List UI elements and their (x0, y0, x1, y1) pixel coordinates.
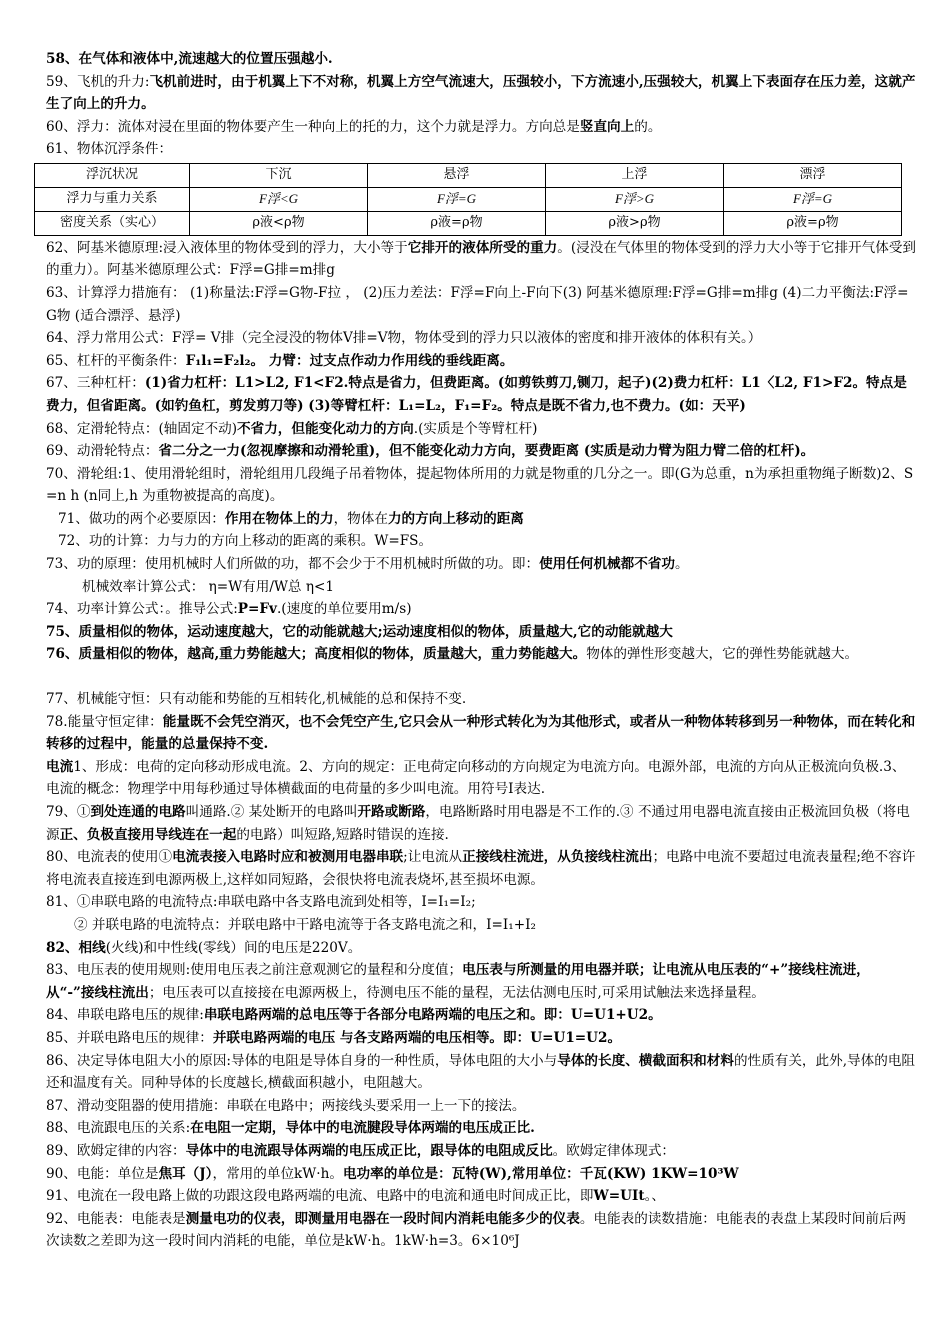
formula: F浮<G (258, 190, 299, 206)
item-68-bold: 不省力，但能变化动力的方向 (237, 420, 414, 437)
table-cell (190, 187, 368, 212)
item-74-tail: .(速度的单位要用m/s) (276, 601, 412, 618)
item-85-text: 85、并联电路电压的规律： (46, 1029, 213, 1046)
item-69-bold: 省二分之一力(忽视摩擦和动滑轮重)，但不能变化动力方向，要费距离 (实质是动力臂为阻力臂二倍的杠杆)。 (158, 443, 815, 460)
item-90-bold: 焦耳（J） (158, 1165, 213, 1182)
item-80-text-1: 80、电流表的使用① (46, 849, 173, 866)
item-79-bold-3: 正、负极直接用导线连在一起 (59, 826, 237, 843)
table-cell: ρ液=ρ物 (724, 212, 902, 236)
item-83-text: 83、电压表的使用规则:使用电压表之前注意观测它的量程和分度值； (46, 962, 463, 979)
item-61: 61、物体沉浮条件： (46, 141, 173, 158)
item-76 (46, 643, 916, 666)
item-71-bold: 作用在物体上的力 (224, 510, 334, 527)
item-91 (46, 1185, 916, 1208)
table-cell: 悬浮 (368, 163, 546, 187)
item-62-text: 62、阿基米德原理:浸入液体里的物体受到的浮力，大小等于 (46, 239, 408, 256)
item-78-text: 78.能量守恒定律： (46, 713, 163, 730)
item-80 (46, 846, 916, 891)
item-73-efficiency: 机械效率计算公式： η=W有用/W总 η<1 (82, 578, 335, 595)
item-68 (46, 418, 916, 441)
item-89-bold: 导体中的电流跟导体两端的电压成正比，跟导体的电阻成反比 (185, 1142, 553, 1159)
item-65-text: 65、杠杆的平衡条件： (46, 352, 186, 369)
table-cell: ρ液=ρ物 (368, 212, 546, 236)
table-cell: 浮力与重力关系 (35, 187, 190, 212)
item-86 (46, 1050, 916, 1095)
float-condition-table (34, 163, 902, 236)
item-85 (46, 1027, 916, 1050)
table-cell: 上浮 (546, 163, 724, 187)
item-85-bold: 并联电路两端的电压 与各支路两端的电压相等。即：U=U1=U2。 (212, 1029, 622, 1046)
item-76-tail: 物体的弹性形变越大，它的弹性势能就越大。 (586, 646, 859, 663)
item-73 (46, 553, 916, 576)
item-80-bold-2: 正接线柱流进，从负接线柱流出 (462, 849, 653, 866)
table-row (35, 212, 902, 236)
item-91-text: 91、电流在一段电路上做的功跟这段电路两端的电流、电路中的电流和通电时间成正比，即 (46, 1188, 594, 1205)
item-current-title: 电流 (46, 758, 74, 775)
item-65 (46, 350, 916, 373)
item-67-text: 67、三种杠杆： (46, 375, 145, 392)
item-59-bold: 飞机前进时，由于机翼上下不对称，机翼上方空气流速大，压强较小，下方流速小,压强较大，机翼上下表面存在压力差，这就产生了向上的升力。 (46, 73, 916, 113)
table-row (35, 187, 902, 212)
item-59 (46, 71, 916, 116)
item-69 (46, 440, 916, 463)
item-59-lead: 59、飞机的升力: (46, 73, 150, 90)
table-header-row (35, 163, 902, 187)
item-92-bold: 测量电功的仪表，即测量用电器在一段时间内消耗电能多少的仪表 (185, 1210, 580, 1227)
item-80-text-3: ；电路中电流不要超过电流表量程;绝不容许将电流表直接连到电源两极上,这样如同短路，会很快将电流表烧坏,甚至损坏电源。 (46, 849, 916, 888)
item-89-tail: 。欧姆定律体现式： (552, 1142, 676, 1159)
table-cell (546, 187, 724, 212)
formula: F浮=G (792, 190, 833, 206)
item-60-tail: 的。 (634, 118, 662, 135)
item-67 (46, 372, 916, 417)
item-79-text-2: 叫通路.② 某处断开的电路叫 (185, 804, 358, 820)
item-89-text: 89、欧姆定律的内容： (46, 1142, 186, 1159)
item-84-bold: 串联电路两端的总电压等于各部分电路两端的电压之和。即：U=U1+U2。 (203, 1007, 662, 1024)
item-current-text: 1、形成：电荷的定向移动形成电流。2、方向的规定：正电荷定向移动的方向规定为电流方向。电源外部，电流的方向从正极流向负极.3、电流的概念：物理学中用每秒通过导体横截面的电荷量的多少叫电流。用符号I表达. (46, 758, 906, 798)
item-60-bold: 竖直向上 (579, 118, 635, 135)
item-92-tail: 。电能表的读数措施：电能表的表盘上某段时间前后两次读数之差即为这一段时间内消耗的电能，单位是kW·h。1kW·h=3。6×10⁶J (46, 1210, 907, 1250)
item-62-tail: 。(浸没在气体里的物体受到的浮力大小等于它排开气体受到的重力）。阿基米德原理公式：F浮=G排=m排g (46, 239, 917, 279)
item-73-text: 73、功的原理：使用机械时人们所做的功，都不会少于不用机械时所做的功。即： (46, 556, 540, 573)
item-75: 75、质量相似的物体，运动速度越大，它的动能就越大;运动速度相似的物体，质量越大,它的动能就越大 (46, 623, 673, 640)
item-60 (46, 116, 916, 139)
item-68-tail: .(实质是个等臂杠杆) (413, 420, 538, 437)
item-current (46, 756, 916, 801)
item-71-text: 71、做功的两个必要原因： (58, 510, 225, 527)
item-84-text: 84、串联电路电压的规律: (46, 1007, 204, 1024)
table-cell: ρ液>ρ物 (546, 212, 724, 236)
item-86-text: 86、决定导体电阻大小的原因:导体的电阻是导体自身的一种性质，导体电阻的大小与 (46, 1052, 558, 1069)
item-79-text-3: ，电路断路时用电器是不工作的.③ 不通过用电器电流直接由正极流回负极（将电源 (46, 804, 910, 843)
item-71 (46, 508, 916, 531)
item-91-tail: 。、 (644, 1188, 665, 1205)
item-83-bold: 电压表与所测量的用电器并联；让电流从电压表的“+”接线柱流进，从“-”接线柱流出 (46, 962, 870, 1001)
blank-line (46, 666, 916, 688)
item-68-text: 68、定滑轮特点：(轴固定不动) (46, 420, 238, 437)
item-88 (46, 1117, 916, 1140)
item-73-bold: 使用任何机械都不省功 (539, 556, 676, 573)
item-71-bold-2: 力的方向上移动的距离 (387, 510, 524, 527)
item-69-text: 69、动滑轮特点： (46, 443, 159, 460)
item-79-num: 79、① (46, 804, 91, 820)
item-88-text: 88、电流跟电压的关系: (46, 1120, 191, 1137)
item-74 (46, 598, 916, 621)
item-65-bold: F₁l₁=F₂l₂。 力臂：过支点作动力作用线的垂线距离。 (185, 352, 514, 369)
item-87: 87、滑动变阻器的使用措施：串联在电路中；两接线头要采用一上一下的接法。 (46, 1097, 526, 1114)
item-77: 77、机械能守恒：只有动能和势能的互相转化,机械能的总和保持不变. (46, 691, 467, 708)
item-80-bold-1: 电流表接入电路时应和被测用电器串联 (172, 849, 404, 866)
item-78-bold: 能量既不会凭空消灭，也不会凭空产生,它只会从一种形式转化为为其他形式，或者从一种物体转移到另一种物体，而在转化和转移的过程中，能量的总量保持不变. (46, 713, 916, 753)
item-62 (46, 237, 916, 282)
table-cell: ρ液<ρ物 (190, 212, 368, 236)
item-79 (46, 801, 916, 846)
table-cell (724, 187, 902, 212)
item-90-text: 90、电能：单位是 (46, 1165, 159, 1182)
item-71-mid: ，物体在 (333, 510, 388, 527)
item-84 (46, 1004, 916, 1027)
item-90-bold-2: 电功率的单位是：瓦特(W),常用单位：千瓦(KW) 1KW=10³W (342, 1165, 739, 1182)
item-82 (46, 937, 916, 960)
item-81: 81、①串联电路的电流特点:串联电路中各支路电流到处相等，I=I₁=I₂; (46, 894, 476, 911)
item-72: 72、功的计算：力与力的方向上移动的距离的乘积。W=FS。 (58, 533, 433, 550)
item-83-tail: ；电压表可以直接接在电源两极上，待测电压不能的量程，无法估测电压时,可采用试触法来选择量程。 (148, 984, 765, 1001)
item-78 (46, 711, 916, 756)
formula: F浮>G (614, 190, 655, 206)
item-73-tail: 。 (675, 556, 689, 573)
item-88-bold: 在电阻一定期，导体中的电流腱段导体两端的电压成正比. (190, 1120, 535, 1137)
item-67-bold: (1)省力杠杆：L1>L2, F1<F2.特点是省力，但费距离。(如剪铁剪刀,铡刀，起子)(2)费力杠杆：L1〈L2, F1>F2。特点是费力，但省距离。(如钓鱼杠，剪发剪刀等) (3)等臂杠杆：L₁=L₂，F₁=F₂。特点是既不省力,也不费力。(如：天平) (46, 375, 907, 414)
table-cell (368, 187, 546, 212)
table-cell: 密度关系（实心） (35, 212, 190, 236)
item-58: 58、在气体和液体中,流速越大的位置压强越小. (46, 51, 333, 67)
item-90-mid: ，常用的单位kW·h。 (212, 1165, 343, 1182)
item-60-text: 60、浮力：流体对浸在里面的物体要产生一种向上的托的力，这个力就是浮力。方向总是 (46, 118, 580, 135)
item-81-parallel: ② 并联电路的电流特点：并联电路中干路电流等于各支路电流之和，I=I₁+I₂ (74, 916, 536, 933)
item-83 (46, 959, 916, 1004)
item-91-bold: W=UIt (593, 1188, 645, 1205)
item-76-bold: 76、质量相似的物体，越高,重力势能越大；高度相似的物体，质量越大，重力势能越大。 (46, 646, 587, 663)
item-89 (46, 1140, 916, 1163)
item-74-text: 74、功率计算公式：。推导公式: (46, 601, 238, 618)
item-90 (46, 1163, 916, 1186)
item-86-tail: 的性质有关，此外,导体的电阻还和温度有关。同种导体的长度越长,横截面积越小，电阻越大。 (46, 1052, 916, 1092)
item-92 (46, 1208, 916, 1253)
item-79-bold-1: 到处连通的电路 (90, 804, 186, 820)
item-70: 70、滑轮组:1、使用滑轮组时，滑轮组用几段绳子吊着物体，提起物体所用的力就是物重的几分之一。即(G为总重，n为承担重物绳子断数)2、S=n h (n同上,h 为重物被提高的高度)。 (46, 465, 914, 505)
item-63: 63、计算浮力措施有： (1)称量法:F浮=G物-F拉 ， (2)压力差法：F浮=F向上-F向下(3) 阿基米德原理:F浮=G排=m排g (4)二力平衡法:F浮=G物 (适合漂浮、悬浮) (46, 284, 909, 324)
item-74-bold: P=Fv (237, 601, 277, 618)
item-64: 64、浮力常用公式：F浮= V排（完全浸没的物体V排=V物，物体受到的浮力只以液体的密度和排开液体的体积有关。） (46, 330, 762, 347)
item-62-bold: 它排开的液体所受的重力 (407, 239, 558, 256)
item-92-text: 92、电能表：电能表是 (46, 1210, 186, 1227)
item-86-bold: 导体的长度、横截面积和材料 (557, 1052, 734, 1069)
item-79-bold-2: 开路或断路 (357, 804, 426, 820)
table-cell: 浮沉状况 (35, 163, 190, 187)
table-cell: 漂浮 (724, 163, 902, 187)
item-79-text-4: 的电路）叫短路,短路时错误的连接. (236, 826, 449, 843)
item-82-bold: 82、相线 (46, 939, 106, 956)
formula: F浮=G (436, 190, 477, 206)
table-cell: 下沉 (190, 163, 368, 187)
item-82-text: (火线)和中性线(零线）间的电压是220V。 (105, 939, 362, 956)
item-80-text-2: ;让电流从 (403, 849, 463, 866)
